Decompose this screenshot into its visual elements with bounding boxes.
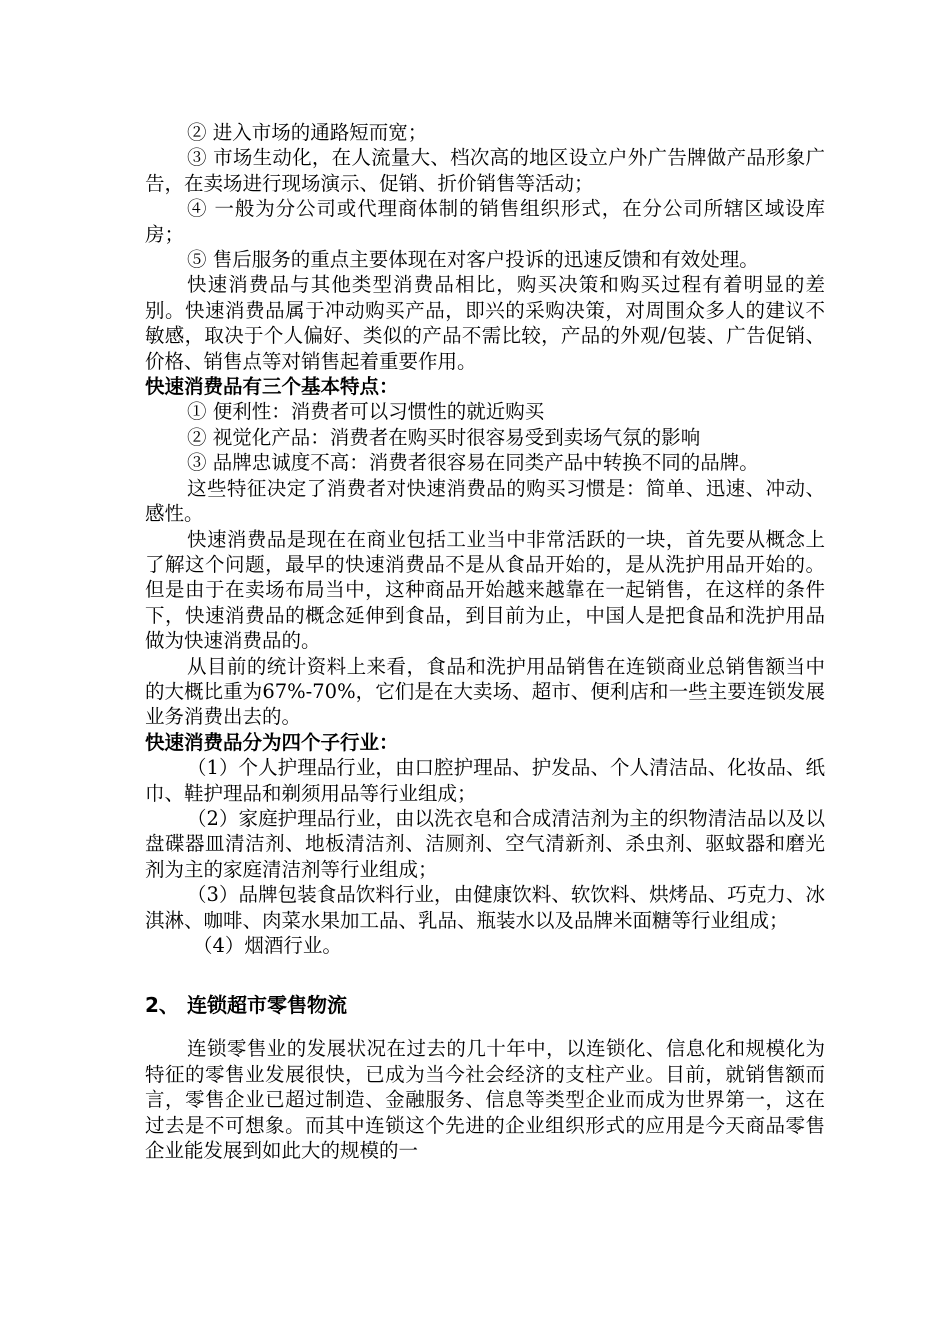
- paragraph-chain-retail: 连锁零售业的发展状况在过去的几十年中，以连锁化、信息化和规模化为特征的零售业发展很快，已成为当今社会经济的支柱产业。目前，就销售额而言，零售企业已超过制造、金融服务、信息等类型企业而成为世界第一，这在过去是不可想象。而其中连锁这个先进的企业组织形式的应用是今天商品零售企业能发展到如此大的规模的一: [145, 1037, 825, 1163]
- feature-item: ② 视觉化产品：消费者在购买时很容易受到卖场气氛的影响: [187, 425, 701, 449]
- heading-features: 快速消费品有三个基本特点：: [145, 375, 399, 399]
- document-page: [145, 120, 825, 1163]
- section-2-title: [145, 992, 825, 1018]
- subindustry-item: （2）家庭护理品行业，由以洗衣皂和合成清洁剂为主的织物清洁品以及以盘碟器皿清洁剂、地板清洁剂、洁厕剂、空气清新剂、杀虫剂、驱蚊器和磨光剂为主的家庭清洁剂等行业组成；: [145, 806, 825, 881]
- paragraph-channel: ② 进入市场的通路短而宽；: [187, 121, 428, 144]
- paragraph-habits: 这些特征决定了消费者对快速消费品的购买习惯是：简单、迅速、冲动、感性。: [145, 476, 825, 526]
- section-number: 2、: [145, 993, 179, 1018]
- heading-subindustries: 快速消费品分为四个子行业：: [145, 730, 399, 754]
- feature-item: ① 便利性：消费者可以习惯性的就近购买: [187, 400, 545, 424]
- paragraph-sales-org: ④ 一般为分公司或代理商体制的销售组织形式，在分公司所辖区域设库房；: [145, 197, 825, 246]
- section-title-text: 连锁超市零售物流: [187, 993, 347, 1018]
- paragraph-market-vivid: ③ 市场生动化，在人流量大、档次高的地区设立户外广告牌做产品形象广告，在卖场进行现场演示、促销、折价销售等活动；: [145, 146, 825, 195]
- subindustry-item: （4）烟酒行业。: [193, 934, 342, 957]
- subindustry-item: （3）品牌包装食品饮料行业，由健康饮料、软饮料、烘烤品、巧克力、冰淇淋、咖啡、肉菜水果加工品、乳品、瓶装水以及品牌米面糖等行业组成；: [145, 883, 825, 932]
- feature-item: ③ 品牌忠诚度不高：消费者很容易在同类产品中转换不同的品牌。: [187, 451, 759, 475]
- paragraph-after-sales: ⑤ 售后服务的重点主要体现在对客户投诉的迅速反馈和有效处理。: [187, 248, 759, 272]
- subindustry-item: （1）个人护理品行业，由口腔护理品、护发品、个人清洁品、化妆品、纸巾、鞋护理品和剃须用品等行业组成；: [145, 756, 825, 805]
- paragraph-fmcg-concept: 快速消费品是现在在商业包括工业当中非常活跃的一块，首先要从概念上了解这个问题，最早的快速消费品不是从食品开始的，是从洗护用品开始的。但是由于在卖场布局当中，这种商品开始越来越靠在一起销售，在这样的条件下，快速消费品的概念延伸到食品，到目前为止，中国人是把食品和洗护用品做为快速消费品的。: [145, 527, 825, 653]
- paragraph-statistics: 从目前的统计资料上来看，食品和洗护用品销售在连锁商业总销售额当中的大概比重为67%-70%，它们是在大卖场、超市、便利店和一些主要连锁发展业务消费出去的。: [145, 654, 825, 729]
- paragraph-purchase-decision: 快速消费品与其他类型消费品相比，购买决策和购买过程有着明显的差别。快速消费品属于冲动购买产品，即兴的采购决策，对周围众多人的建议不敏感，取决于个人偏好、类似的产品不需比较，产品的外观/包装、广告促销、价格、销售点等对销售起着重要作用。: [145, 273, 825, 373]
